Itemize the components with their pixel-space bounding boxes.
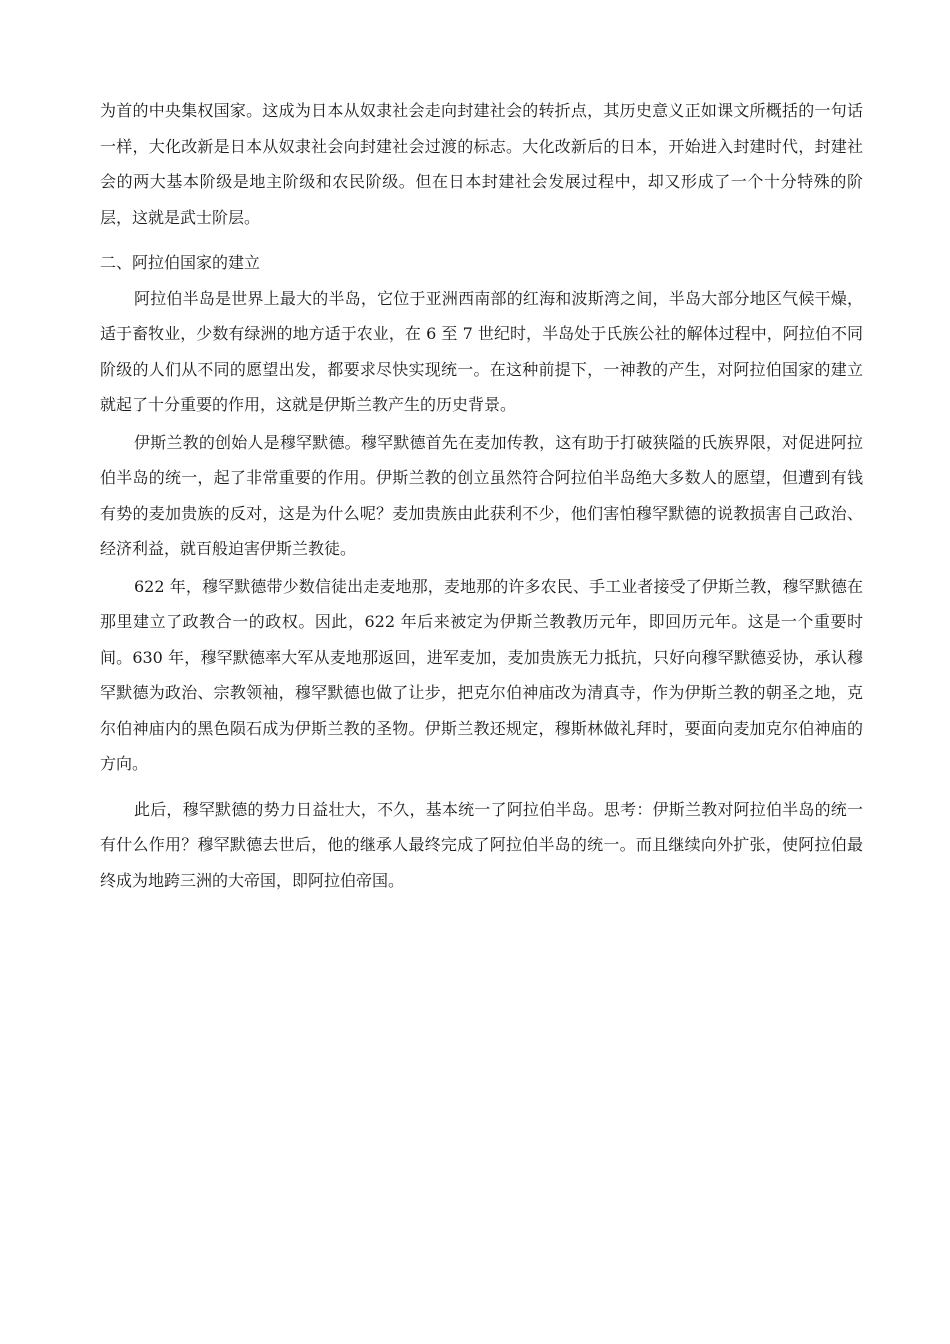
section-spacer [100,235,863,245]
paragraph-arabian-peninsula: 阿拉伯半岛是世界上最大的半岛，它位于亚洲西南部的红海和波斯湾之间，半岛大部分地区气候干燥，适于畜牧业，少数有绿洲的地方适于农业，在 6 至 7 世纪时，半岛处于氏族公社的解体过程中，阿拉伯不同阶级的人们从不同的愿望出发，都要求尽快实现统一。在这种前提下，一神教的产生，对阿拉伯国家的建立就起了十分重要的作用，这就是伊斯兰教产生的历史背景。 [100,288,863,414]
paragraph-spacer [100,782,863,792]
paragraph-hijra: 622 年，穆罕默德带少数信徒出走麦地那，麦地那的许多农民、手工业者接受了伊斯兰教，穆罕默德在那里建立了政教合一的政权。因此，622 年后来被定为伊斯兰教教历元年，即回历元年。这是一个重要时间。630 年，穆罕默德率大军从麦地那返回，进军麦加，麦加贵族无力抵抗，只好向穆罕默德妥协，承认穆罕默德为政治、宗教领袖，穆罕默德也做了让步，把克尔伯神庙改为清真寺，作为伊斯兰教的朝圣之地，克尔伯神庙内的黑色陨石成为伊斯兰教的圣物。伊斯兰教还规定，穆斯林做礼拜时，要面向麦加克尔伯神庙的方向。 [100,576,863,773]
paragraph-unification: 此后，穆罕默德的势力日益壮大，不久，基本统一了阿拉伯半岛。思考：伊斯兰教对阿拉伯半岛的统一有什么作用？穆罕默德去世后，他的继承人最终完成了阿拉伯半岛的统一。而且继续向外扩张，使阿拉伯最终成为地跨三洲的大帝国，即阿拉伯帝国。 [100,799,863,890]
intro-paragraph: 为首的中央集权国家。这成为日本从奴隶社会走向封建社会的转折点，其历史意义正如课文所概括的一句话一样，大化改新是日本从奴隶社会向封建社会过渡的标志。大化改新后的日本，开始进入封建时代，封建社会的两大基本阶级是地主阶级和农民阶级。但在日本封建社会发展过程中，却又形成了一个十分特殊的阶层，这就是武士阶层。 [100,101,863,227]
paragraph-islam-founder: 伊斯兰教的创始人是穆罕默德。穆罕默德首先在麦加传教，这有助于打破狭隘的氏族界限，对促进阿拉伯半岛的统一，起了非常重要的作用。伊斯兰教的创立虽然符合阿拉伯半岛绝大多数人的愿望，但遭到有钱有势的麦加贵族的反对，这是为什么呢？麦加贵族由此获利不少，他们害怕穆罕默德的说教损害自己政治、经济利益，就百般迫害伊斯兰教徒。 [100,432,863,558]
section-heading: 二、阿拉伯国家的建立 [100,253,261,272]
document-page [100,93,863,898]
